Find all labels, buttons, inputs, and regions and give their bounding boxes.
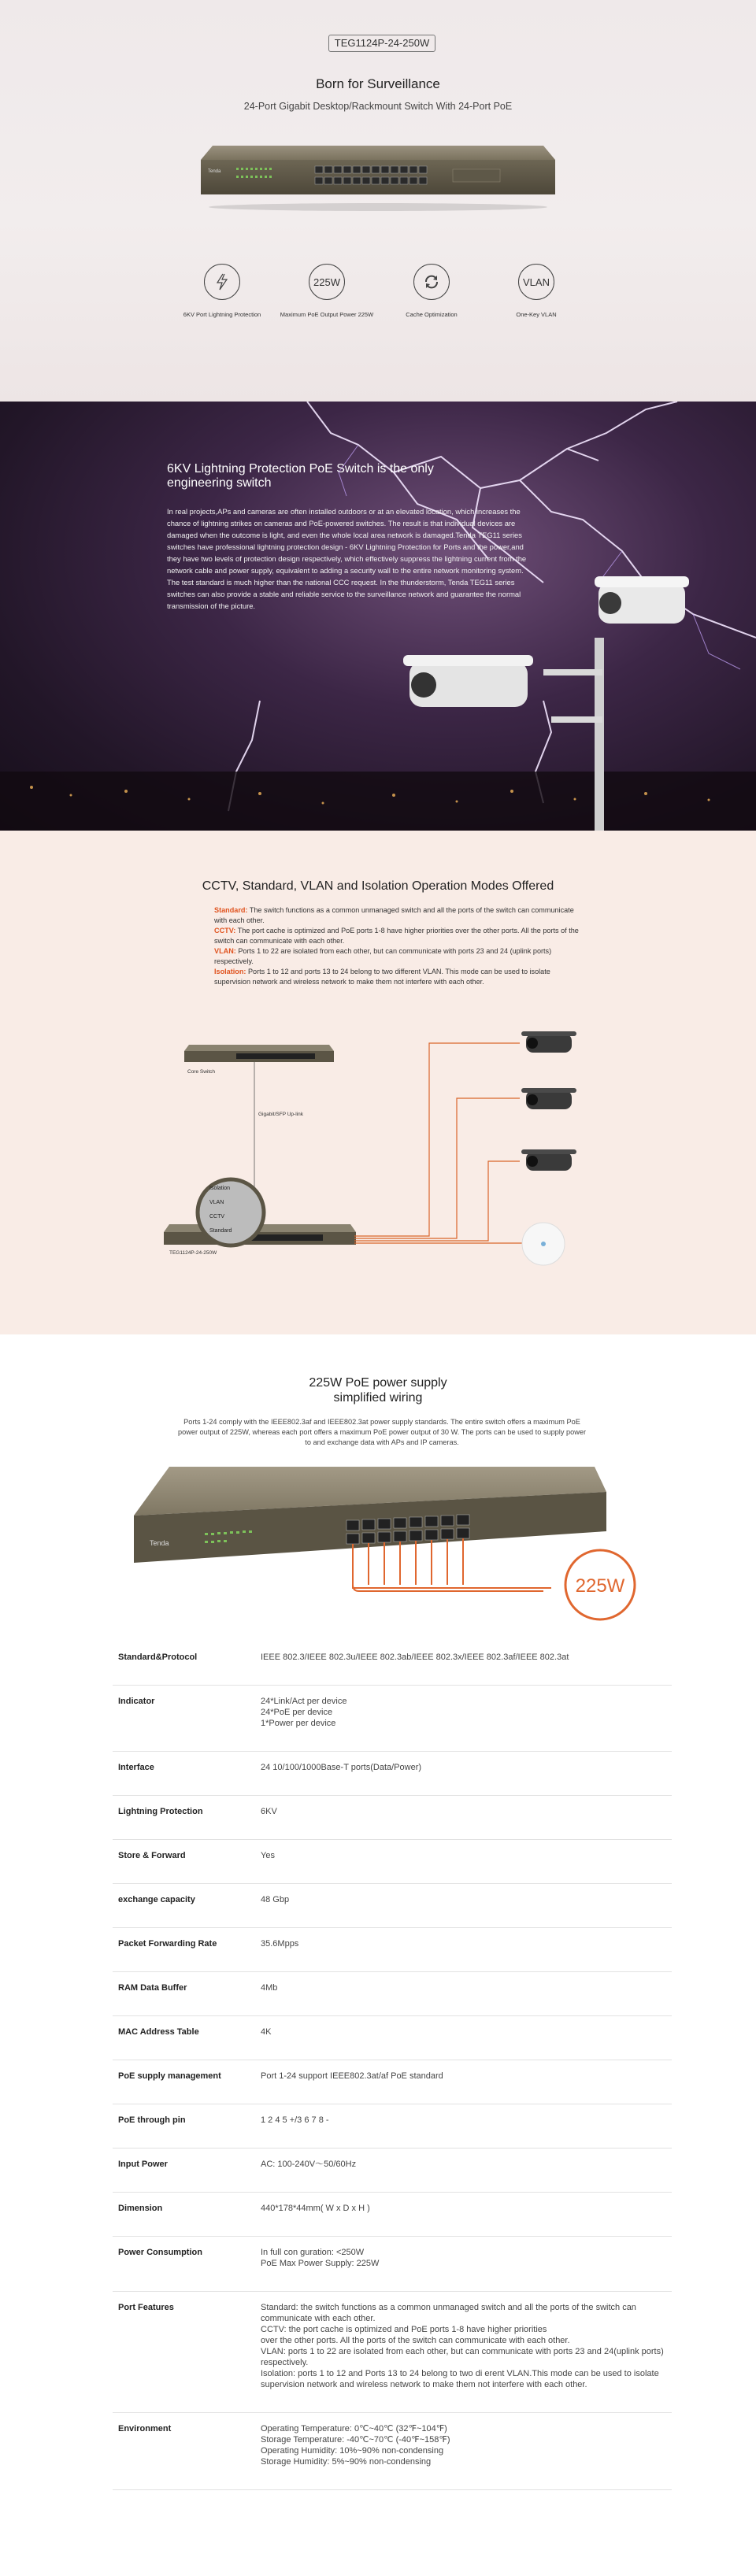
hero-title: Born for Surveillance <box>316 76 440 91</box>
lightning-section <box>0 402 756 831</box>
core-switch-label: Core Switch <box>187 1069 216 1075</box>
mode-standard: Standard: The switch functions as a common unmanaged switch and all the ports of the switch can communicate with each other. <box>214 906 574 924</box>
spec-value: AC: 100-240V～50/60Hz <box>261 2160 357 2169</box>
feature-vlan: VLAN One-Key VLAN <box>489 264 584 319</box>
model-tag: TEG1124P-24-250W <box>328 35 435 52</box>
lightning-icon <box>204 264 240 300</box>
spec-key: MAC Address Table <box>118 2027 199 2037</box>
spec-row <box>113 1928 672 1972</box>
spec-value: In full con guration: <250W PoE Max Power Supply: 225W <box>261 2248 380 2268</box>
spec-key: Power Consumption <box>118 2248 202 2257</box>
spec-value: 440*178*44mm( W x D x H ) <box>261 2204 370 2213</box>
spec-row <box>113 2413 672 2490</box>
spec-row <box>113 1752 672 1796</box>
spec-value: 4K <box>261 2027 272 2037</box>
brand-logo: Tenda <box>150 1539 169 1547</box>
spec-value: Operating Temperature: 0℃~40℃ (32℉~104℉) Storage Temperature: -40℃~70℃ (-40℉~158℉) Operating Humidity: 10%~90% non-condensing Storage Humidity: 5%~90% non-condensing <box>261 2424 450 2467</box>
feature-lightning: 6KV Port Lightning Protection <box>175 264 269 319</box>
spec-key: Dimension <box>118 2204 163 2213</box>
spec-row <box>113 2016 672 2060</box>
mode-isolation: Isolation: Ports 1 to 12 and ports 13 to 24 belong to two different VLAN. This mode can be used to isolate supervision network and wireless network to make them not interfere with each other. <box>214 968 550 986</box>
mode-label-cctv: CCTV <box>209 1214 225 1220</box>
specifications-table <box>0 1641 756 2522</box>
spec-row <box>113 1840 672 1884</box>
spec-key: Standard&Protocol <box>118 1653 198 1662</box>
core-switch <box>184 1045 334 1062</box>
poe-section <box>0 1334 756 1641</box>
spec-key: Store & Forward <box>118 1851 186 1860</box>
camera-icons <box>521 1031 576 1171</box>
spec-key: Environment <box>118 2424 172 2434</box>
spec-key: Interface <box>118 1763 154 1772</box>
switch-label: TEG1124P-24-250W <box>169 1250 217 1256</box>
spec-row <box>113 2292 672 2413</box>
spec-row <box>113 1796 672 1840</box>
spec-key: PoE through pin <box>118 2115 186 2125</box>
operation-modes-section <box>0 831 756 1334</box>
hero-section <box>0 0 756 402</box>
spec-value: 4Mb <box>261 1983 278 1993</box>
spec-key: RAM Data Buffer <box>118 1983 187 1993</box>
spec-row <box>113 1641 672 1686</box>
spec-value: Yes <box>261 1851 275 1860</box>
feature-poe-power: 225W Maximum PoE Output Power 225W <box>280 264 374 319</box>
poe-title: 225W PoE power supply simplified wiring <box>309 1376 447 1405</box>
poe-switch-image <box>0 1334 756 1641</box>
lightning-body: In real projects,APs and cameras are often installed outdoors or at an elevated location, which increases the chance of lightning strikes on cameras and PoE-powered switches. The result is that individual devices are damaged when the outcome is light, and even the whole local area network is damaged.Tenda TEG11 series switches have professional lightning protection design - 6KV Lightning Protection for Ports and the power,and they have two levels of protection design respectively, which effectively suppress the lightning current from the network cable and power supply, equivalent to adding a security wall to the entire network monitoring system. The test standard is much higher than the national CCC request. In the thunderstorm, Tenda TEG11 series switches can also provide a stable and reliable service to the surveillance network and guarantee the normal transmission of the picture. <box>167 507 527 610</box>
spec-value: Standard: the switch functions as a common unmanaged switch and all the ports of the switch can communicate with each other. CCTV: the port cache is optimized and PoE ports 1-8 have higher priorities over the other ports. All the ports of the switch can communicate with each other. VLAN: ports 1 to 22 are isolated from each other, but can communicate with ports 23 and 24(uplink ports) respectively. Isolation: ports 1 to 12 and Ports 13 to 24 belong to two di erent VLAN.This mode can be used to isolate supervision network and wireless network to make them not interfere with each other. <box>261 2303 664 2389</box>
spec-value: IEEE 802.3/IEEE 802.3u/IEEE 802.3ab/IEEE 802.3x/IEEE 802.3af/IEEE 802.3at <box>261 1653 569 1662</box>
spec-row <box>113 1972 672 2016</box>
spec-row <box>113 2149 672 2193</box>
lightning-title: 6KV Lightning Protection PoE Switch is the only engineering switch <box>167 462 434 490</box>
poe-body: Ports 1-24 comply with the IEEE802.3af and IEEE802.3at power supply standards. The entire switch offers a maximum PoE power output of 225W, whereas each port offers a maximum PoE power output of 30 W. The ports can be used to supply power to and exchange data with APs and IP cameras. <box>177 1418 587 1446</box>
spec-value: 35.6Mpps <box>261 1939 299 1949</box>
spec-row <box>113 2060 672 2104</box>
spec-value: 48 Gbp <box>261 1895 290 1904</box>
spec-key: Port Features <box>118 2303 174 2312</box>
svg-text:Tenda: Tenda <box>208 169 221 174</box>
spec-value: 6KV <box>261 1807 277 1816</box>
mode-cctv: CCTV: The port cache is optimized and PoE ports 1-8 have higher priorities over the other ports. All the ports of the switch can communicate with each other. <box>214 927 579 945</box>
spec-key: exchange capacity <box>118 1895 195 1904</box>
vlan-badge-icon: VLAN <box>518 264 554 300</box>
spec-value: 24 10/100/1000Base-T ports(Data/Power) <box>261 1763 422 1772</box>
modes-title: CCTV, Standard, VLAN and Isolation Operation Modes Offered <box>202 879 554 893</box>
spec-row <box>113 2237 672 2292</box>
spec-value: 1 2 4 5 +/3 6 7 8 - <box>261 2115 329 2125</box>
spec-row <box>113 2104 672 2149</box>
spec-row <box>113 1884 672 1928</box>
hero-subtitle: 24-Port Gigabit Desktop/Rackmount Switch With 24-Port PoE <box>243 101 513 112</box>
uplink-label: Gigabit/SFP Up-link <box>258 1112 303 1117</box>
network-diagram <box>0 831 756 1334</box>
spec-key: Packet Forwarding Rate <box>118 1939 217 1949</box>
spec-value: Port 1-24 support IEEE802.3at/af PoE standard <box>261 2071 443 2081</box>
mode-vlan: VLAN: Ports 1 to 22 are isolated from each other, but can communicate with ports 23 and 24 (uplink ports) respectively. <box>214 947 552 965</box>
mode-label-isolation: Isolation <box>209 1186 231 1191</box>
spec-row <box>113 1686 672 1752</box>
switch-product-image <box>197 138 559 213</box>
feature-cache: Cache Optimization <box>384 264 479 319</box>
cache-cycle-icon <box>413 264 450 300</box>
power-badge-text: 225W <box>575 1575 625 1597</box>
spec-key: Lightning Protection <box>118 1807 203 1816</box>
spec-row <box>113 2193 672 2237</box>
spec-key: PoE supply management <box>118 2071 221 2081</box>
mode-label-standard: Standard <box>209 1228 232 1234</box>
power-badge-icon: 225W <box>309 264 345 300</box>
spec-value: 24*Link/Act per device 24*PoE per device 1*Power per device <box>261 1697 347 1728</box>
mode-label-vlan: VLAN <box>209 1200 224 1205</box>
spec-key: Indicator <box>118 1697 155 1706</box>
spec-key: Input Power <box>118 2160 168 2169</box>
